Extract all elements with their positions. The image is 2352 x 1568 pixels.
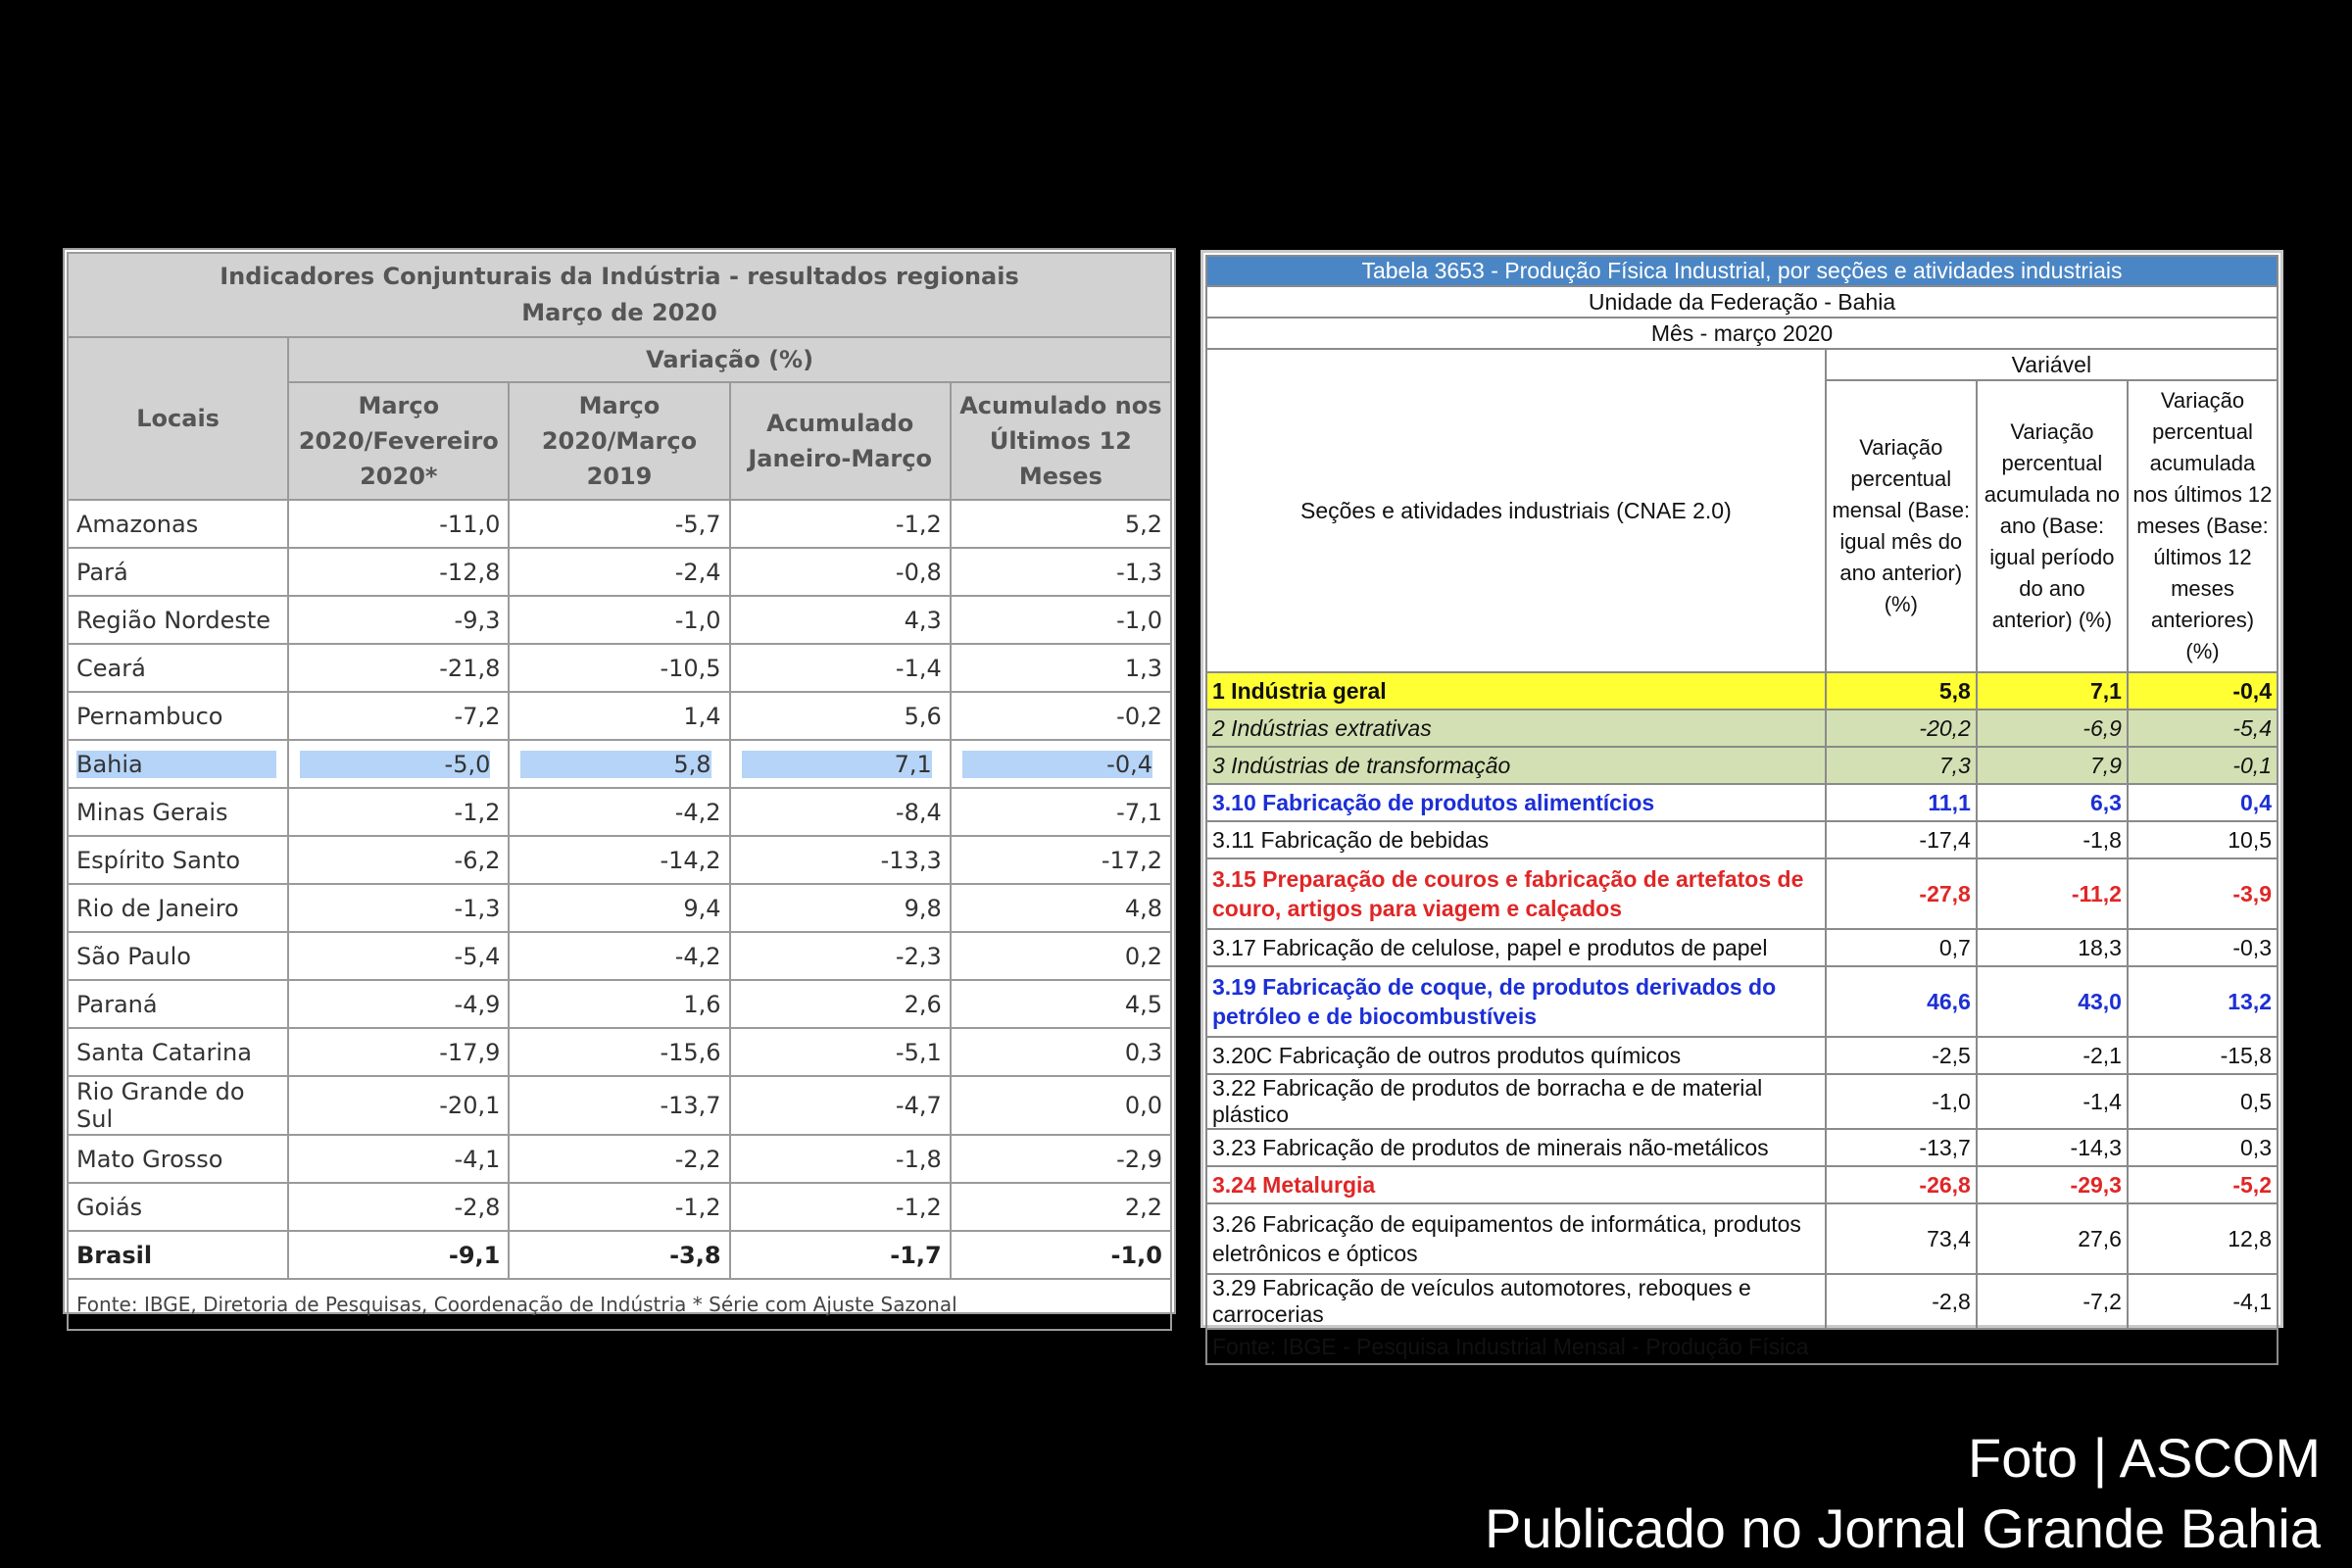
cell-value: 0,3 xyxy=(951,1028,1171,1076)
table-row xyxy=(68,932,1171,980)
cell-value: -1,0 xyxy=(509,596,729,644)
table-row xyxy=(68,500,1171,548)
header-text: Últimos 12 xyxy=(989,427,1132,455)
cell-value: -20,1 xyxy=(288,1076,509,1135)
table-row xyxy=(1206,1274,2278,1329)
table-row xyxy=(68,596,1171,644)
cell-value: 9,4 xyxy=(509,884,729,932)
cell-activity: 1 Indústria geral xyxy=(1206,672,1826,710)
cell-value: -1,2 xyxy=(730,1183,951,1231)
cell-value: -27,8 xyxy=(1826,858,1977,929)
cell-activity: 3.10 Fabricação de produtos alimentícios xyxy=(1206,784,1826,821)
cell-local: Mato Grosso xyxy=(68,1135,288,1183)
cell-value: -13,7 xyxy=(1826,1129,1977,1166)
cell-activity: 3.24 Metalurgia xyxy=(1206,1166,1826,1203)
cell-value: 0,3 xyxy=(2128,1129,2278,1166)
cell-value: -4,9 xyxy=(288,980,509,1028)
cell-value: -1,4 xyxy=(1977,1074,2128,1129)
regional-indicators-table xyxy=(63,248,1176,1314)
cell-activity: 2 Indústrias extrativas xyxy=(1206,710,1826,747)
table-row xyxy=(68,980,1171,1028)
cell-value: -1,0 xyxy=(951,1231,1171,1279)
source-note: Fonte: IBGE, Diretoria de Pesquisas, Coordenação de Indústria * Série com Ajuste Sazonal xyxy=(68,1279,1171,1330)
cell-value: -0,4 xyxy=(2128,672,2278,710)
highlight: 5,8 xyxy=(520,751,710,778)
cell-local: Amazonas xyxy=(68,500,288,548)
cell-value: 18,3 xyxy=(1977,929,2128,966)
col-header-locais: Locais xyxy=(68,337,288,500)
cell-value: 0,7 xyxy=(1826,929,1977,966)
cell-value: -5,2 xyxy=(2128,1166,2278,1203)
cell-value: -17,4 xyxy=(1826,821,1977,858)
header-text: 2020* xyxy=(360,463,438,490)
header-text: Março xyxy=(578,392,661,419)
cell-activity: 3.11 Fabricação de bebidas xyxy=(1206,821,1826,858)
cell-value: -1,2 xyxy=(509,1183,729,1231)
cell-value: 2,2 xyxy=(951,1183,1171,1231)
cell-value: -10,5 xyxy=(509,644,729,692)
col-header-mar-mar xyxy=(509,382,729,500)
col-header-mensal: Variação percentual mensal (Base: igual mês do ano anterior) (%) xyxy=(1826,380,1977,672)
header-text: Acumulado xyxy=(766,410,914,437)
cell-value: -2,8 xyxy=(1826,1274,1977,1329)
cell-value: -4,2 xyxy=(509,788,729,836)
cell-value: 1,6 xyxy=(509,980,729,1028)
cell-value: -4,2 xyxy=(509,932,729,980)
cell-value: -1,8 xyxy=(730,1135,951,1183)
col-header-variavel: Variável xyxy=(1826,349,2278,380)
cell-value xyxy=(288,740,509,788)
cell-value: -1,2 xyxy=(730,500,951,548)
table-row xyxy=(68,740,1171,788)
cell-value: -1,7 xyxy=(730,1231,951,1279)
cell-value xyxy=(509,740,729,788)
cell-value: 7,3 xyxy=(1826,747,1977,784)
cell-value: 1,4 xyxy=(509,692,729,740)
table-row xyxy=(1206,821,2278,858)
cell-value: -6,2 xyxy=(288,836,509,884)
cell-value: -20,2 xyxy=(1826,710,1977,747)
cell-value: -5,7 xyxy=(509,500,729,548)
source-note: Fonte: IBGE - Pesquisa Industrial Mensal - Produção Física xyxy=(1206,1329,2278,1364)
cell-activity: 3.22 Fabricação de produtos de borracha e de material plástico xyxy=(1206,1074,1826,1129)
cell-value: -7,2 xyxy=(1977,1274,2128,1329)
col-header-secoes: Seções e atividades industriais (CNAE 2.0) xyxy=(1206,349,1826,672)
cell-local: Pernambuco xyxy=(68,692,288,740)
table-row xyxy=(1206,710,2278,747)
table-row xyxy=(68,1076,1171,1135)
bahia-production-table xyxy=(1200,250,2283,1359)
cell-value: -1,0 xyxy=(951,596,1171,644)
title-line-1: Indicadores Conjunturais da Indústria - resultados regionais xyxy=(220,263,1019,290)
cell-value: 7,9 xyxy=(1977,747,2128,784)
highlight: Bahia xyxy=(76,751,276,778)
header-text: Março xyxy=(358,392,440,419)
header-text: 2020/Março 2019 xyxy=(541,427,698,490)
cell-value: -4,7 xyxy=(730,1076,951,1135)
cell-value: -5,4 xyxy=(2128,710,2278,747)
mes-row: Mês - março 2020 xyxy=(1206,318,2278,349)
col-header-mar-fev xyxy=(288,382,509,500)
header-text: Meses xyxy=(1018,463,1102,490)
cell-value: 2,6 xyxy=(730,980,951,1028)
credit-line-1: Foto | ASCOM xyxy=(1968,1427,2321,1489)
table-row xyxy=(68,1135,1171,1183)
cell-value: -0,8 xyxy=(730,548,951,596)
cell-value xyxy=(730,740,951,788)
cell-value: 4,8 xyxy=(951,884,1171,932)
table-row xyxy=(1206,1203,2278,1274)
cell-value: 0,5 xyxy=(2128,1074,2278,1129)
cell-local: Paraná xyxy=(68,980,288,1028)
cell-value: -2,3 xyxy=(730,932,951,980)
cell-value: -1,4 xyxy=(730,644,951,692)
table-row xyxy=(1206,1166,2278,1203)
cell-value: -29,3 xyxy=(1977,1166,2128,1203)
cell-local xyxy=(68,740,288,788)
cell-value: -3,9 xyxy=(2128,858,2278,929)
cell-activity: 3.26 Fabricação de equipamentos de informática, produtos eletrônicos e ópticos xyxy=(1206,1203,1826,1274)
cell-activity: 3.29 Fabricação de veículos automotores, reboques e carrocerias xyxy=(1206,1274,1826,1329)
cell-activity: 3.19 Fabricação de coque, de produtos derivados do petróleo e de biocombustíveis xyxy=(1206,966,1826,1037)
cell-value: -1,2 xyxy=(288,788,509,836)
cell-value: -15,6 xyxy=(509,1028,729,1076)
cell-local: Goiás xyxy=(68,1183,288,1231)
highlight: 7,1 xyxy=(742,751,932,778)
table-row xyxy=(68,692,1171,740)
cell-value: 11,1 xyxy=(1826,784,1977,821)
cell-value: -1,8 xyxy=(1977,821,2128,858)
cell-local: Rio de Janeiro xyxy=(68,884,288,932)
cell-local: Santa Catarina xyxy=(68,1028,288,1076)
table-row xyxy=(68,788,1171,836)
cell-value: -17,2 xyxy=(951,836,1171,884)
table-row xyxy=(68,836,1171,884)
cell-value: 4,3 xyxy=(730,596,951,644)
uf-row: Unidade da Federação - Bahia xyxy=(1206,286,2278,318)
photo-credit xyxy=(1485,1423,2321,1564)
cell-value: -14,2 xyxy=(509,836,729,884)
cell-value: 43,0 xyxy=(1977,966,2128,1037)
cell-activity: 3.20C Fabricação de outros produtos químicos xyxy=(1206,1037,1826,1074)
cell-value: -2,2 xyxy=(509,1135,729,1183)
cell-value: -0,1 xyxy=(2128,747,2278,784)
cell-value: -12,8 xyxy=(288,548,509,596)
table-row xyxy=(1206,966,2278,1037)
cell-value: -9,3 xyxy=(288,596,509,644)
cell-value: -6,9 xyxy=(1977,710,2128,747)
cell-value: -15,8 xyxy=(2128,1037,2278,1074)
cell-value: -3,8 xyxy=(509,1231,729,1279)
header-text: Acumulado nos xyxy=(959,392,1162,419)
cell-value: -0,3 xyxy=(2128,929,2278,966)
cell-value: 10,5 xyxy=(2128,821,2278,858)
table-row xyxy=(1206,672,2278,710)
cell-value: -11,2 xyxy=(1977,858,2128,929)
cell-value: -0,2 xyxy=(951,692,1171,740)
title-line-2: Março de 2020 xyxy=(521,299,717,326)
cell-value: -7,1 xyxy=(951,788,1171,836)
cell-value: 4,5 xyxy=(951,980,1171,1028)
table-row xyxy=(68,548,1171,596)
table-row xyxy=(1206,747,2278,784)
cell-value: 13,2 xyxy=(2128,966,2278,1037)
cell-local: Ceará xyxy=(68,644,288,692)
cell-value: 0,4 xyxy=(2128,784,2278,821)
col-header-acumulada-ano: Variação percentual acumulada no ano (Base: igual período do ano anterior) (%) xyxy=(1977,380,2128,672)
cell-value: -13,3 xyxy=(730,836,951,884)
cell-activity: 3 Indústrias de transformação xyxy=(1206,747,1826,784)
cell-value: -4,1 xyxy=(2128,1274,2278,1329)
col-header-12-meses xyxy=(951,382,1171,500)
table-row xyxy=(1206,1037,2278,1074)
cell-value: 0,0 xyxy=(951,1076,1171,1135)
cell-value: -4,1 xyxy=(288,1135,509,1183)
table-row xyxy=(1206,784,2278,821)
cell-value: -5,4 xyxy=(288,932,509,980)
cell-local: Espírito Santo xyxy=(68,836,288,884)
cell-value: -11,0 xyxy=(288,500,509,548)
cell-activity: 3.15 Preparação de couros e fabricação de artefatos de couro, artigos para viagem e calçados xyxy=(1206,858,1826,929)
cell-value: 5,8 xyxy=(1826,672,1977,710)
header-text: 2020/Fevereiro xyxy=(298,427,499,455)
cell-value: -2,1 xyxy=(1977,1037,2128,1074)
cell-value: -5,1 xyxy=(730,1028,951,1076)
table-row xyxy=(68,644,1171,692)
table-row xyxy=(68,1028,1171,1076)
cell-value: 7,1 xyxy=(1977,672,2128,710)
cell-value: -1,3 xyxy=(951,548,1171,596)
cell-value: -1,3 xyxy=(288,884,509,932)
cell-value: -8,4 xyxy=(730,788,951,836)
cell-local: Rio Grande do Sul xyxy=(68,1076,288,1135)
cell-local: Pará xyxy=(68,548,288,596)
cell-value: 27,6 xyxy=(1977,1203,2128,1274)
table-row xyxy=(1206,1074,2278,1129)
cell-value: -14,3 xyxy=(1977,1129,2128,1166)
col-header-12-meses: Variação percentual acumulada nos últimos 12 meses (Base: últimos 12 meses anteriores) (%) xyxy=(2128,380,2278,672)
cell-value: 5,6 xyxy=(730,692,951,740)
cell-value: 5,2 xyxy=(951,500,1171,548)
cell-value: -7,2 xyxy=(288,692,509,740)
cell-value: -1,0 xyxy=(1826,1074,1977,1129)
cell-value: 73,4 xyxy=(1826,1203,1977,1274)
cell-activity: 3.23 Fabricação de produtos de minerais não-metálicos xyxy=(1206,1129,1826,1166)
cell-value xyxy=(951,740,1171,788)
table-row xyxy=(1206,929,2278,966)
table-title: Tabela 3653 - Produção Física Industrial, por seções e atividades industriais xyxy=(1206,256,2278,286)
table-row xyxy=(68,1183,1171,1231)
table-row xyxy=(1206,1129,2278,1166)
cell-local: Minas Gerais xyxy=(68,788,288,836)
cell-value: -2,9 xyxy=(951,1135,1171,1183)
cell-value: -9,1 xyxy=(288,1231,509,1279)
cell-value: 0,2 xyxy=(951,932,1171,980)
table-title xyxy=(68,253,1171,337)
cell-value: -17,9 xyxy=(288,1028,509,1076)
table-row xyxy=(68,884,1171,932)
table-row xyxy=(68,1231,1171,1279)
cell-value: -13,7 xyxy=(509,1076,729,1135)
cell-value: -2,5 xyxy=(1826,1037,1977,1074)
highlight: -5,0 xyxy=(300,751,490,778)
cell-local: Brasil xyxy=(68,1231,288,1279)
header-text: Janeiro-Março xyxy=(748,445,932,472)
cell-value: 12,8 xyxy=(2128,1203,2278,1274)
cell-value: 6,3 xyxy=(1977,784,2128,821)
cell-value: -2,8 xyxy=(288,1183,509,1231)
col-header-variacao: Variação (%) xyxy=(288,337,1171,382)
cell-local: São Paulo xyxy=(68,932,288,980)
cell-value: 46,6 xyxy=(1826,966,1977,1037)
table-row xyxy=(1206,858,2278,929)
cell-value: -21,8 xyxy=(288,644,509,692)
cell-activity: 3.17 Fabricação de celulose, papel e produtos de papel xyxy=(1206,929,1826,966)
highlight: -0,4 xyxy=(962,751,1152,778)
cell-value: 1,3 xyxy=(951,644,1171,692)
cell-local: Região Nordeste xyxy=(68,596,288,644)
cell-value: -26,8 xyxy=(1826,1166,1977,1203)
col-header-acumulado xyxy=(730,382,951,500)
cell-value: -2,4 xyxy=(509,548,729,596)
credit-line-2: Publicado no Jornal Grande Bahia xyxy=(1484,1497,2321,1559)
cell-value: 9,8 xyxy=(730,884,951,932)
